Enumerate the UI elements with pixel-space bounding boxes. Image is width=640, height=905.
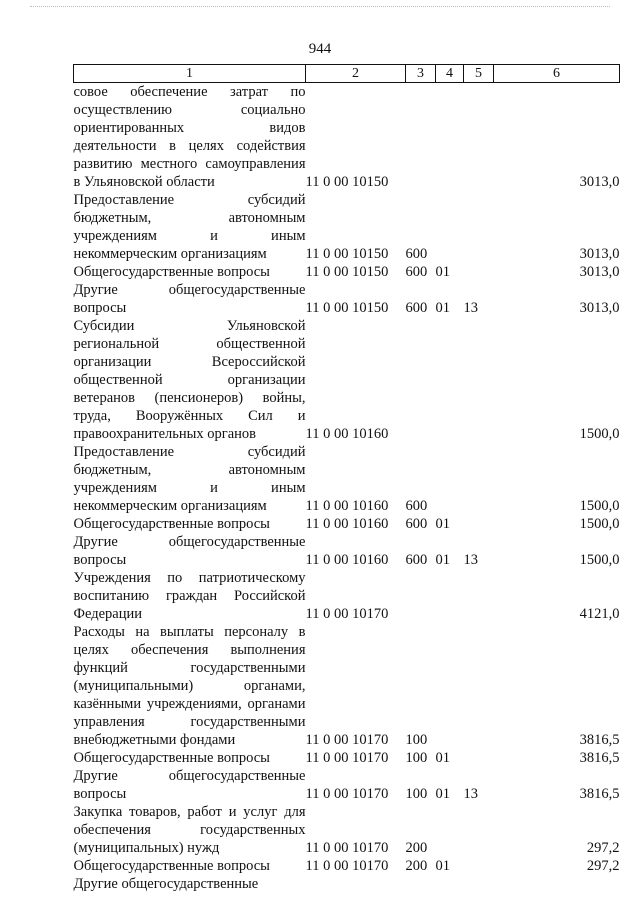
row-amount: 3013,0 — [579, 174, 620, 190]
row-amount: 3816,5 — [579, 732, 620, 748]
row-section: 01 — [435, 264, 450, 280]
row-section: 01 — [435, 858, 450, 874]
column-header-1: 1 — [74, 65, 306, 83]
row-description: Закупка товаров, работ и услуг для обеспечения государственных (муниципальных) нужд — [73, 804, 306, 856]
row-target-code: 11 0 00 10160 — [305, 498, 389, 514]
row-description: Расходы на выплаты персоналу в целях обеспечения выполнения функций государственными (муниципальными) органами, казёнными учреждениями, органами управления государственными внебюджетными фондами — [73, 624, 306, 748]
row-description: совое обеспечение затрат по осуществлению социально ориентированных видов деятельности в целях содействия развитию местного самоуправления в Ульяновской области — [73, 84, 306, 190]
row-expense-type — [406, 83, 436, 192]
row-subsection — [464, 83, 494, 192]
row-expense-type: 100 — [405, 750, 428, 766]
row-section — [436, 83, 464, 192]
row-expense-type — [406, 569, 436, 623]
column-header-2: 2 — [306, 65, 406, 83]
row-subsection: 13 — [463, 786, 478, 802]
row-subsection — [464, 263, 494, 281]
row-subsection — [464, 317, 494, 443]
table-row — [74, 83, 620, 192]
page-number: 944 — [308, 41, 332, 57]
row-section — [436, 317, 464, 443]
row-subsection — [464, 623, 494, 749]
table-row — [74, 803, 620, 857]
row-subsection — [464, 803, 494, 857]
row-description: Общегосударственные вопросы — [73, 516, 270, 532]
table-row — [74, 317, 620, 443]
row-amount: 1500,0 — [579, 516, 620, 532]
row-expense-type: 100 — [405, 732, 428, 748]
row-subsection — [464, 443, 494, 515]
row-target-code: 11 0 00 10160 — [305, 516, 389, 532]
row-expense-type: 200 — [405, 858, 428, 874]
row-amount: 3816,5 — [579, 786, 620, 802]
row-description: Общегосударственные вопросы — [73, 264, 270, 280]
row-description: Общегосударственные вопросы — [73, 858, 270, 874]
row-description: Предоставление субсидий бюджетным, автономным учреждениям и иным некоммерческим организациям — [73, 192, 306, 262]
table-row — [74, 569, 620, 623]
row-section: 01 — [435, 516, 450, 532]
row-subsection — [464, 749, 494, 767]
budget-table — [73, 64, 620, 893]
table-row — [74, 875, 620, 893]
row-expense-type — [406, 875, 436, 893]
table-row — [74, 749, 620, 767]
row-expense-type: 600 — [405, 300, 428, 316]
table-body — [74, 83, 620, 894]
row-expense-type: 200 — [405, 840, 428, 856]
column-header-6: 6 — [494, 65, 620, 83]
row-amount: 297,2 — [586, 858, 620, 874]
row-expense-type: 600 — [405, 264, 428, 280]
row-target-code: 11 0 00 10170 — [305, 606, 389, 622]
row-subsection — [464, 875, 494, 893]
row-expense-type — [406, 317, 436, 443]
row-expense-type: 600 — [405, 552, 428, 568]
table-row — [74, 443, 620, 515]
row-expense-type: 600 — [405, 246, 428, 262]
table-row — [74, 857, 620, 875]
row-subsection — [464, 857, 494, 875]
row-subsection — [464, 515, 494, 533]
row-section — [436, 623, 464, 749]
row-amount: 3013,0 — [579, 264, 620, 280]
row-target-code: 11 0 00 10170 — [305, 786, 389, 802]
row-amount: 4121,0 — [579, 606, 620, 622]
row-target-code: 11 0 00 10170 — [305, 732, 389, 748]
row-description: Другие общегосударственные вопросы — [73, 282, 306, 316]
row-section: 01 — [435, 750, 450, 766]
row-target-code — [306, 875, 406, 893]
row-amount: 297,2 — [586, 840, 620, 856]
row-section: 01 — [435, 786, 450, 802]
row-section — [436, 569, 464, 623]
row-section: 01 — [435, 552, 450, 568]
row-amount: 3013,0 — [579, 300, 620, 316]
table-row — [74, 515, 620, 533]
row-expense-type: 100 — [405, 786, 428, 802]
row-subsection — [464, 569, 494, 623]
row-description: Другие общегосударственные — [73, 876, 259, 892]
row-section — [436, 875, 464, 893]
row-target-code: 11 0 00 10150 — [305, 300, 389, 316]
row-description: Общегосударственные вопросы — [73, 750, 270, 766]
column-header-4: 4 — [436, 65, 464, 83]
row-description: Учреждения по патриотическому воспитанию граждан Российской Федерации — [73, 570, 306, 622]
row-subsection: 13 — [463, 300, 478, 316]
row-target-code: 11 0 00 10150 — [305, 264, 389, 280]
row-amount: 1500,0 — [579, 426, 620, 442]
row-section — [436, 803, 464, 857]
row-description: Субсидии Ульяновской региональной общественной организации Всероссийской общественной организации ветеранов (пенсионеров) войны, труда, Вооружённых Сил и правоохранительных органов — [73, 318, 306, 442]
table-row — [74, 767, 620, 803]
row-target-code: 11 0 00 10150 — [305, 246, 389, 262]
row-target-code: 11 0 00 10150 — [305, 174, 389, 190]
row-target-code: 11 0 00 10170 — [305, 858, 389, 874]
row-target-code: 11 0 00 10170 — [305, 840, 389, 856]
table-header-row — [74, 65, 620, 83]
row-target-code: 11 0 00 10160 — [305, 552, 389, 568]
row-section — [436, 191, 464, 263]
row-target-code: 11 0 00 10170 — [305, 750, 389, 766]
row-description: Другие общегосударственные вопросы — [73, 768, 306, 802]
row-expense-type: 600 — [405, 516, 428, 532]
row-description: Другие общегосударственные вопросы — [73, 534, 306, 568]
table-row — [74, 263, 620, 281]
table-row — [74, 281, 620, 317]
row-target-code: 11 0 00 10160 — [305, 426, 389, 442]
row-section: 01 — [435, 300, 450, 316]
table-row — [74, 533, 620, 569]
scan-artifact-dots — [30, 6, 610, 9]
table-row — [74, 623, 620, 749]
row-amount: 3013,0 — [579, 246, 620, 262]
row-amount: 1500,0 — [579, 498, 620, 514]
row-amount: 1500,0 — [579, 552, 620, 568]
row-amount — [494, 875, 620, 893]
table-row — [74, 191, 620, 263]
row-subsection: 13 — [463, 552, 478, 568]
column-header-5: 5 — [464, 65, 494, 83]
row-expense-type: 600 — [405, 498, 428, 514]
row-description: Предоставление субсидий бюджетным, автономным учреждениям и иным некоммерческим организациям — [73, 444, 306, 514]
column-header-3: 3 — [406, 65, 436, 83]
row-section — [436, 443, 464, 515]
row-amount: 3816,5 — [579, 750, 620, 766]
row-subsection — [464, 191, 494, 263]
